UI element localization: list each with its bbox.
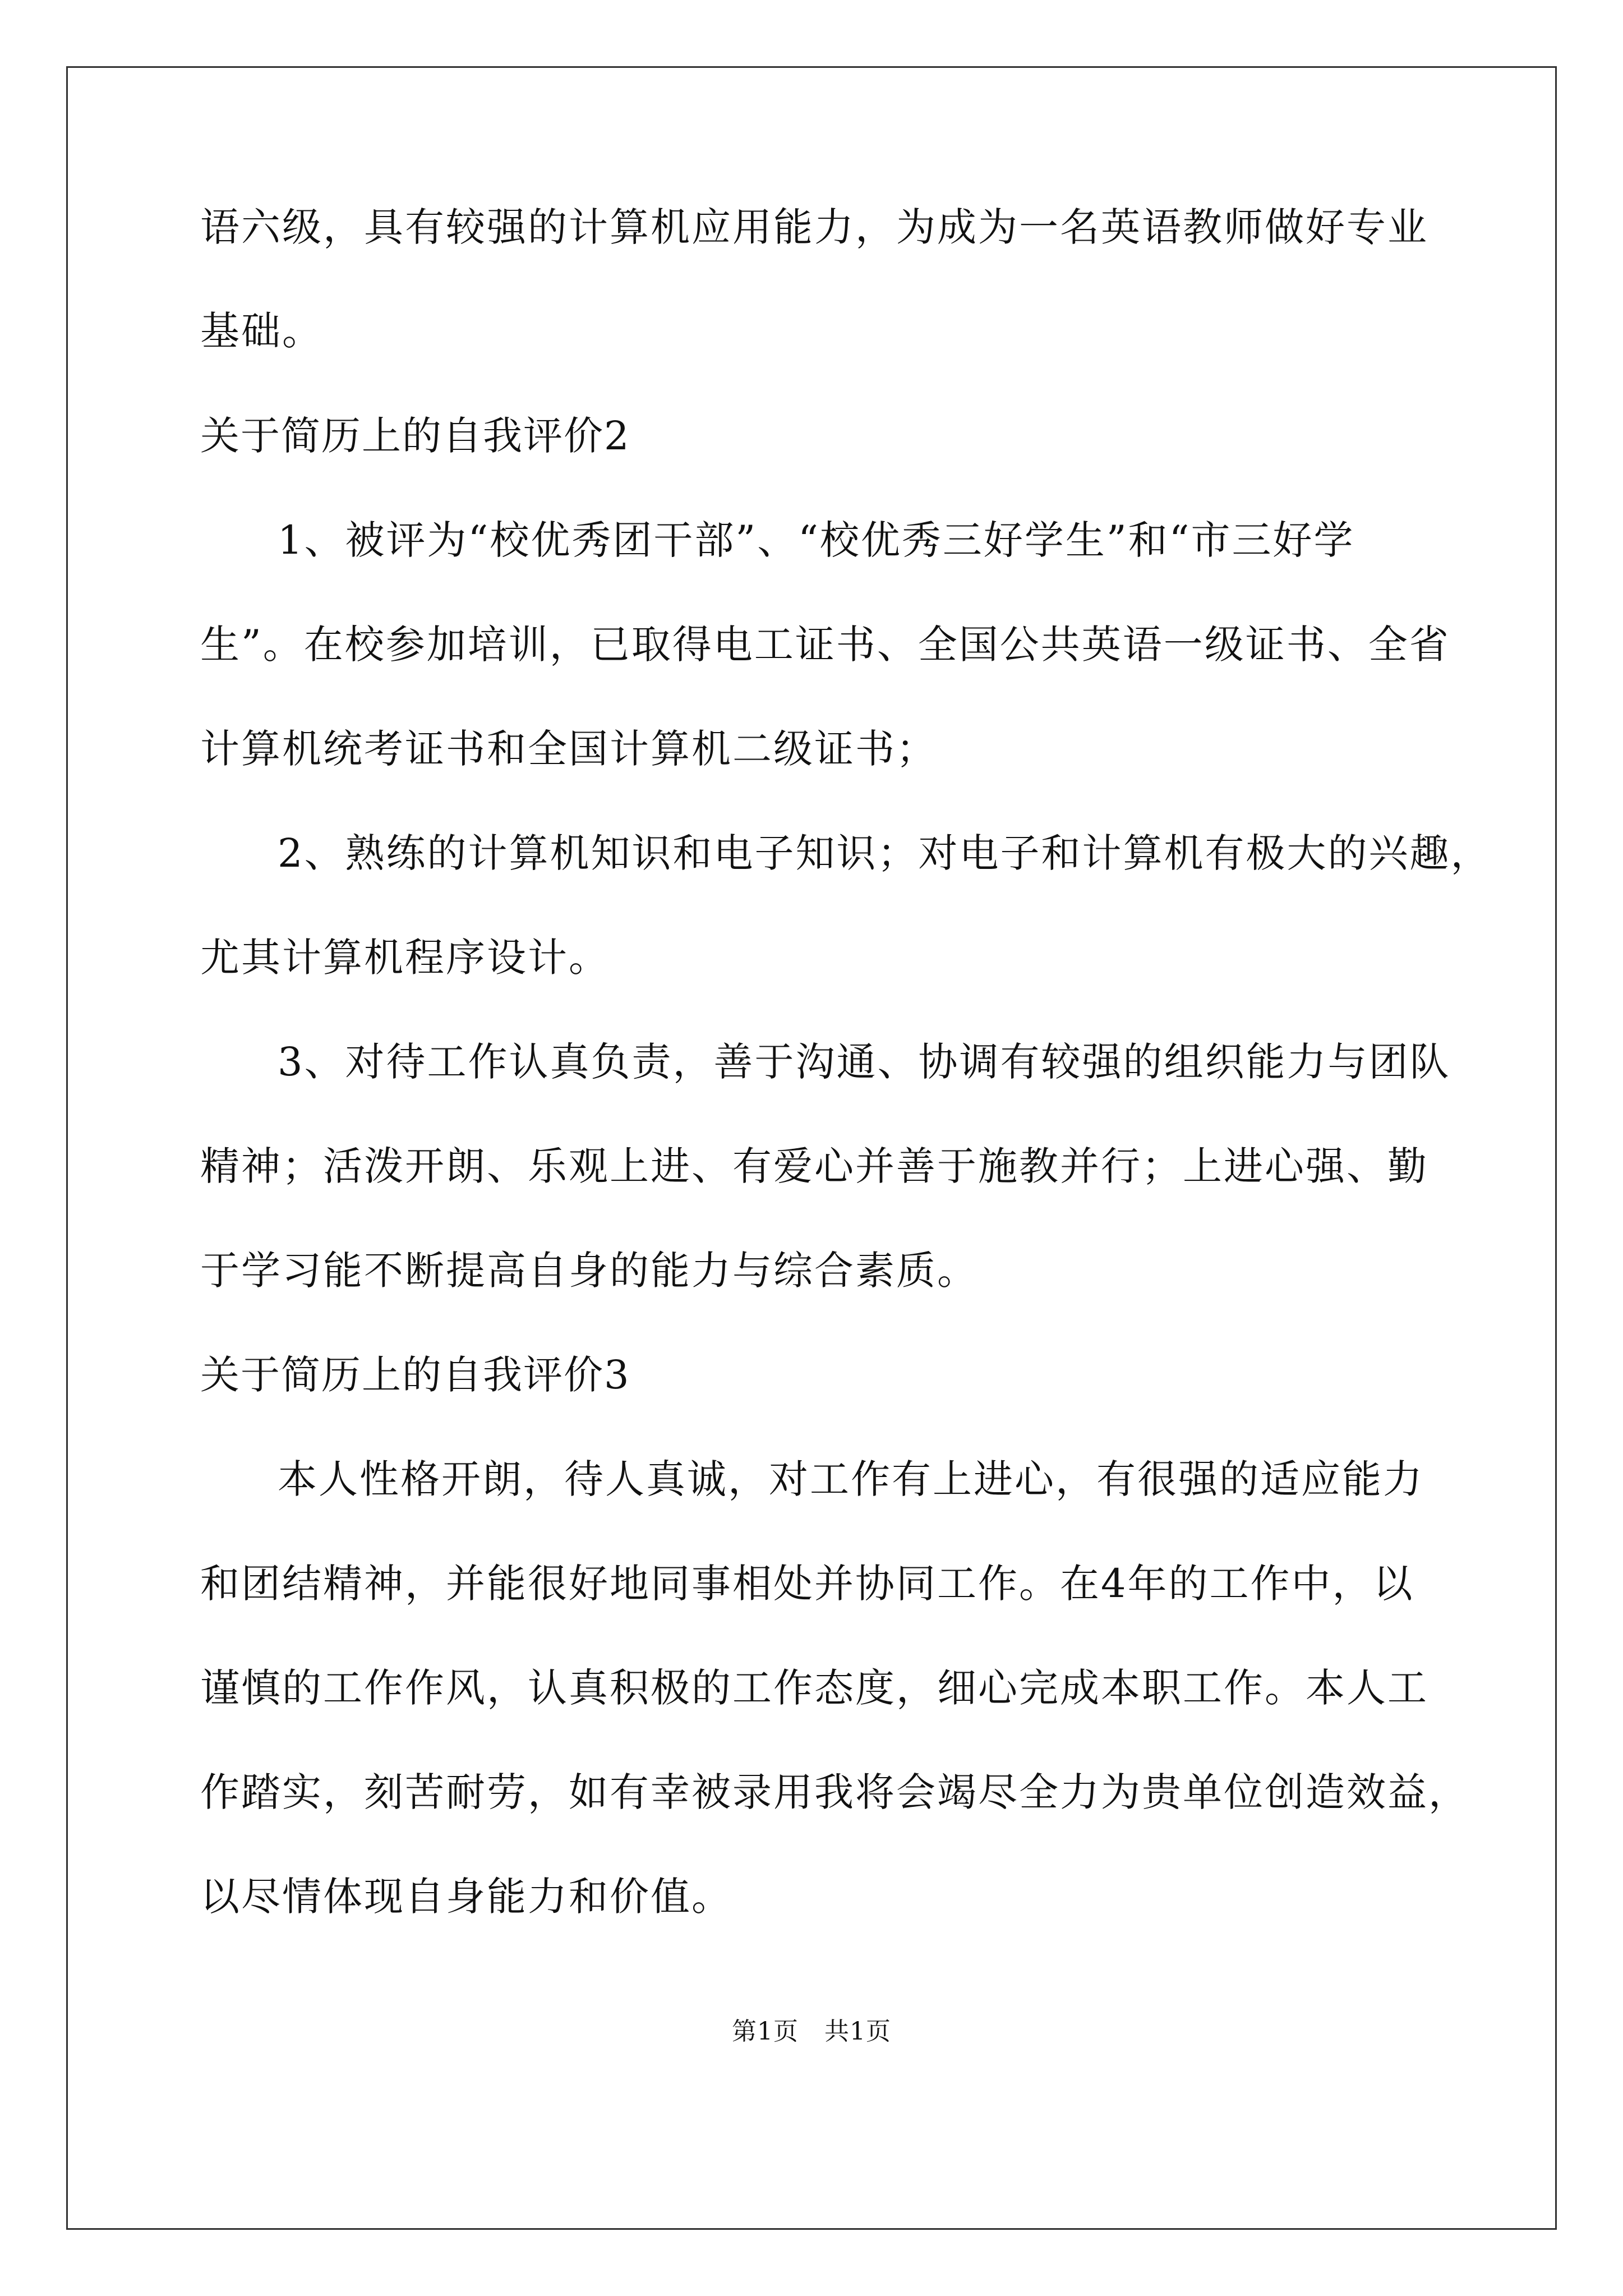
page-number: 第1页 — [732, 2017, 799, 2046]
body-line: 2、熟练的计算机知识和电子知识；对电子和计算机有极大的兴趣， — [278, 830, 1492, 876]
body-line: 谨慎的工作作风，认真积极的工作态度，细心完成本职工作。本人工 — [200, 1665, 1428, 1711]
body-line: 生”。在校参加培训，已取得电工证书、全国公共英语一级证书、全省 — [200, 622, 1450, 668]
body-line: 基础。 — [200, 308, 323, 354]
body-line: 语六级，具有较强的计算机应用能力，为成为一名英语教师做好专业 — [200, 204, 1428, 250]
body-line: 计算机统考证书和全国计算机二级证书； — [200, 726, 937, 772]
section-heading: 关于简历上的自我评价2 — [200, 413, 630, 459]
body-line: 尤其计算机程序设计。 — [200, 935, 610, 981]
body-line: 作踏实，刻苦耐劳，如有幸被录用我将会竭尽全力为贵单位创造效益， — [200, 1769, 1469, 1815]
body-line: 3、对待工作认真负责，善于沟通、协调有较强的组织能力与团队 — [278, 1039, 1451, 1085]
body-line: 于学习能不断提高自身的能力与综合素质。 — [200, 1248, 978, 1294]
body-line: 1、被评为“校优秀团干部”、“校优秀三好学生”和“市三好学 — [278, 517, 1355, 563]
body-line: 本人性格开朗，待人真诚，对工作有上进心，有很强的适应能力 — [278, 1456, 1424, 1502]
page-total: 共1页 — [824, 2017, 891, 2046]
section-heading: 关于简历上的自我评价3 — [200, 1352, 630, 1398]
body-line: 和团结精神，并能很好地同事相处并协同工作。在4年的工作中，以 — [200, 1561, 1414, 1607]
body-line: 以尽情体现自身能力和价值。 — [200, 1874, 732, 1920]
body-line: 精神；活泼开朗、乐观上进、有爱心并善于施教并行；上进心强、勤 — [200, 1143, 1428, 1189]
page-footer — [0, 2019, 1623, 2044]
